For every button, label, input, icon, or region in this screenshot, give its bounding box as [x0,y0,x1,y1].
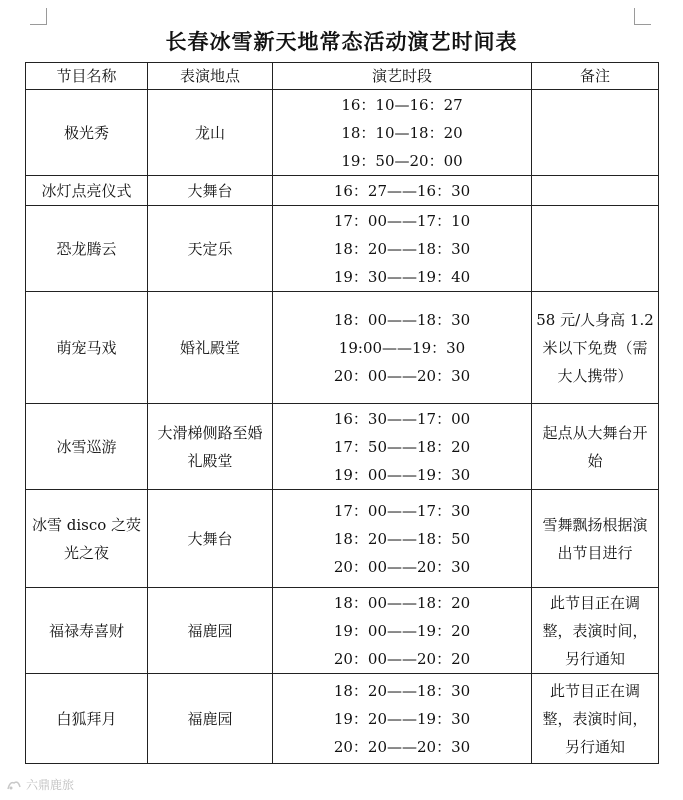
time-slot: 19：30——19：40 [333,267,471,286]
note-text: 雪舞飘扬根据演出节目进行 [542,515,648,562]
table-row [26,404,659,490]
page-title: 长春冰雪新天地常态活动演艺时间表 [165,29,518,54]
time-slot: 16：27——16：30 [333,181,471,200]
note [532,292,659,404]
table-header-row [26,63,659,90]
program-name: 萌宠马戏 [26,292,148,404]
schedule-table [25,62,659,764]
time-cell [273,674,532,764]
program-name: 白狐拜月 [26,674,148,764]
header-time: 演艺时段 [273,63,532,90]
time-slot: 19：50—20：00 [341,151,463,170]
table-row [26,588,659,674]
note [532,206,659,292]
venue: 婚礼殿堂 [148,292,273,404]
time-slot: 19:00——19：30 [338,338,466,357]
note [532,90,659,176]
time-slot: 20：00——20：30 [333,366,471,385]
time-slot: 20：00——20：20 [333,649,471,668]
time-cell [273,206,532,292]
corner-mark-left [30,8,47,25]
time-slot: 16：30——17：00 [333,409,471,428]
table-row [26,90,659,176]
table-row [26,176,659,206]
time-cell [273,292,532,404]
table-row [26,674,659,764]
note [532,588,659,674]
venue-text: 大滑梯侧路至婚礼殿堂 [157,423,263,470]
time-slot: 17：00——17：30 [333,501,471,520]
header-venue: 表演地点 [148,63,273,90]
note-text: 起点从大舞台开始 [542,423,648,470]
program-name: 恐龙腾云 [26,206,148,292]
venue: 福鹿园 [148,588,273,674]
time-slot: 20：00——20：30 [333,557,471,576]
time-slot: 20：20——20：30 [333,737,471,756]
table-row [26,490,659,588]
time-slot: 18：20——18：50 [333,529,471,548]
time-cell [273,90,532,176]
venue: 龙山 [148,90,273,176]
note-text: 此节目正在调整，表演时间，另行通知 [542,681,648,756]
note [532,404,659,490]
time-slot: 19：00——19：30 [333,465,471,484]
time-cell [273,490,532,588]
venue: 福鹿园 [148,674,273,764]
watermark-logo-icon [6,778,22,792]
venue: 天定乐 [148,206,273,292]
table-row [26,292,659,404]
time-slot: 18：20——18：30 [333,681,471,700]
time-slot: 19：20——19：30 [333,709,471,728]
program-name-text: 冰雪 disco 之荧光之夜 [31,515,142,562]
time-slot: 18：20——18：30 [333,239,471,258]
note [532,490,659,588]
program-name [26,490,148,588]
program-name: 福禄寿喜财 [26,588,148,674]
program-name: 冰雪巡游 [26,404,148,490]
venue: 大舞台 [148,176,273,206]
header-program: 节目名称 [26,63,148,90]
note-text: 此节目正在调整，表演时间，另行通知 [542,593,648,668]
program-name: 极光秀 [26,90,148,176]
time-cell [273,588,532,674]
watermark [6,776,74,793]
time-slot: 18：00——18：30 [333,310,471,329]
time-slot: 19：00——19：20 [333,621,471,640]
header-note: 备注 [532,63,659,90]
time-cell [273,404,532,490]
corner-mark-right [634,8,651,25]
time-slot: 17：50——18：20 [333,437,471,456]
program-name: 冰灯点亮仪式 [26,176,148,206]
time-slot: 16：10—16：27 [341,95,463,114]
watermark-text: 六鼎鹿旅 [26,778,75,792]
venue: 大舞台 [148,490,273,588]
time-slot: 17：00——17：10 [333,211,471,230]
time-slot: 18：00——18：20 [333,593,471,612]
note [532,674,659,764]
note [532,176,659,206]
venue [148,404,273,490]
time-slot: 18：10—18：20 [341,123,463,142]
time-cell [273,176,532,206]
table-row [26,206,659,292]
note-text: 58 元/人身高 1.2 米以下免费（需大人携带） [536,310,654,385]
